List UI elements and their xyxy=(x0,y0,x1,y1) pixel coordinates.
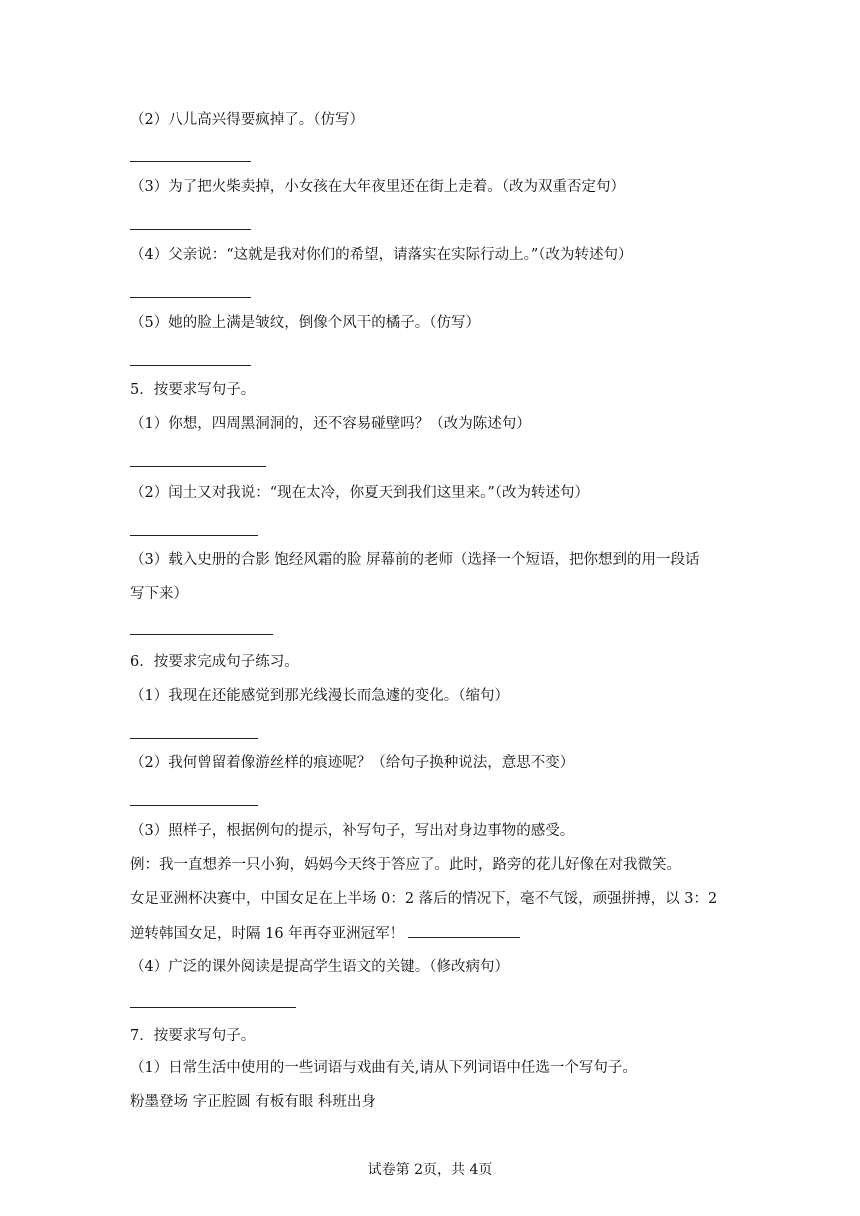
answer-blank[interactable] xyxy=(130,535,258,536)
example-line: 例：我一直想养一只小狗，妈妈今天终于答应了。此时，路旁的花儿好像在对我微笑。 xyxy=(130,857,681,873)
line-4-4: （4）父亲说：“这就是我对你们的希望，请落实在实际行动上。”（改为转述句） xyxy=(130,247,633,263)
page-footer: 试卷第 2页，共 4页 xyxy=(367,1162,493,1178)
line-4-3: （3）为了把火柴卖掉，小女孩在大年夜里还在街上走着。（改为双重否定句） xyxy=(130,179,625,195)
line-6-3-prompt: 女足亚洲杯决赛中，中国女足在上半场 0：2 落后的情况下，毫不气馁，顽强拼搏，以 3：2 xyxy=(130,891,718,907)
line-7-1: （1）日常生活中使用的一些词语与戏曲有关,请从下列词语中任选一个写句子。 xyxy=(130,1060,637,1076)
answer-blank[interactable] xyxy=(130,161,251,162)
answer-blank[interactable] xyxy=(130,1007,296,1008)
line-6-1: （1）我现在还能感觉到那光线漫长而急遽的变化。（缩句） xyxy=(130,688,509,704)
answer-blank[interactable] xyxy=(130,466,266,467)
line-6-4: （4）广泛的课外阅读是提高学生语文的关键。（修改病句） xyxy=(130,959,509,975)
line-6-2: （2）我何曾留着像游丝样的痕迹呢？（给句子换种说法，意思不变） xyxy=(130,755,575,771)
question-7-title: 7．按要求写句子。 xyxy=(130,1028,256,1044)
line-4-2: （2）八儿高兴得要疯掉了。（仿写） xyxy=(130,112,364,128)
line-4-5: （5）她的脸上满是皱纹，倒像个风干的橘子。（仿写） xyxy=(130,315,480,331)
line-6-3: （3）照样子，根据例句的提示，补写句子，写出对身边事物的感受。 xyxy=(130,823,575,839)
question-6-title: 6．按要求完成句子练习。 xyxy=(130,654,299,670)
answer-blank[interactable] xyxy=(130,634,273,635)
word-list: 粉墨登场 字正腔圆 有板有眼 科班出身 xyxy=(130,1094,376,1110)
line-6-3-prompt-cont xyxy=(130,923,520,944)
answer-blank[interactable] xyxy=(130,805,258,806)
answer-blank-inline[interactable] xyxy=(408,923,520,938)
answer-blank[interactable] xyxy=(130,365,251,366)
line-5-3-cont: 写下来） xyxy=(130,586,188,602)
line-5-1: （1）你想，四周黑洞洞的，还不容易碰壁吗？（改为陈述句） xyxy=(130,416,531,432)
answer-blank[interactable] xyxy=(130,738,258,739)
line-6-3-prompt-text: 逆转韩国女足，时隔 16 年再夺亚洲冠军！ xyxy=(130,926,405,942)
answer-blank[interactable] xyxy=(130,297,251,298)
line-5-3: （3）载入史册的合影 饱经风霜的脸 屏幕前的老师（选择一个短语，把你想到的用一段话 xyxy=(130,552,700,568)
answer-blank[interactable] xyxy=(130,229,251,230)
line-5-2: （2）闰土又对我说：“现在太冷，你夏天到我们这里来。”（改为转述句） xyxy=(130,485,590,501)
question-5-title: 5．按要求写句子。 xyxy=(130,382,256,398)
